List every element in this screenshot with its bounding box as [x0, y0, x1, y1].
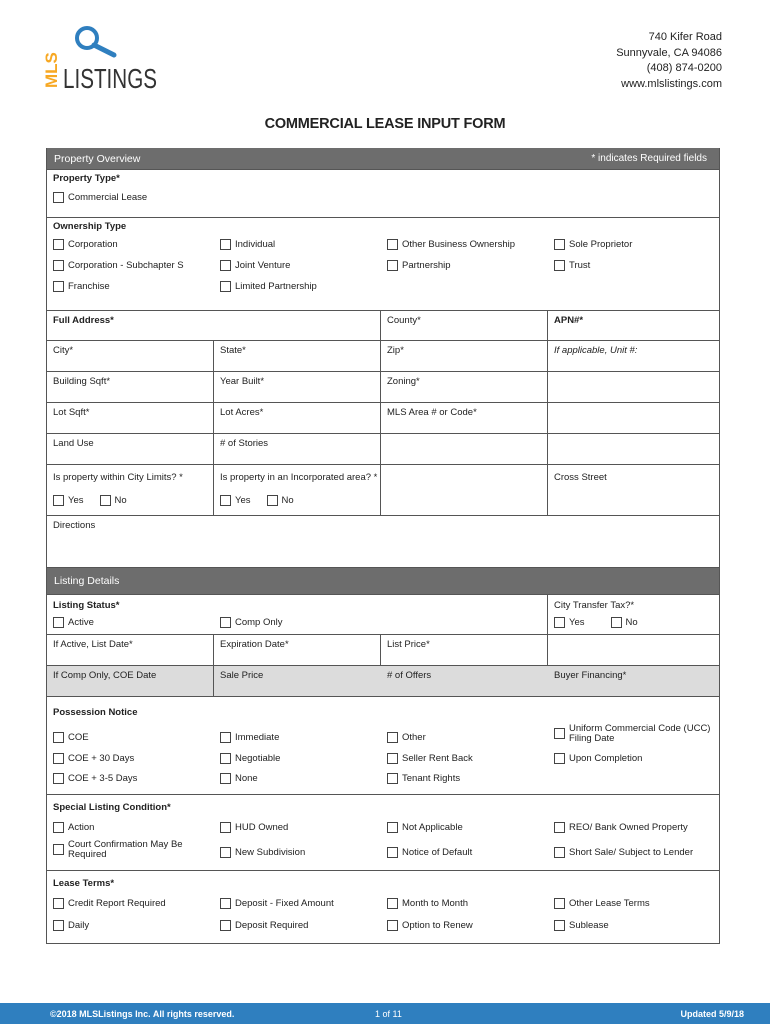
checkbox[interactable]: [220, 732, 231, 743]
offers-field[interactable]: # of Offers: [387, 670, 432, 681]
possession-ucc[interactable]: Uniform Commercial Code (UCC) Filing Date: [554, 724, 721, 744]
checkbox[interactable]: [53, 898, 64, 909]
checkbox[interactable]: [53, 495, 64, 506]
unit-field[interactable]: If applicable, Unit #:: [554, 345, 638, 356]
listing-status-row: [47, 595, 719, 635]
full-address-field[interactable]: Full Address*: [47, 311, 381, 340]
option-sole-proprietor[interactable]: Sole Proprietor: [554, 239, 721, 250]
property-overview-header: [47, 148, 719, 170]
checkbox[interactable]: [220, 898, 231, 909]
listing-details-header: [47, 568, 719, 595]
special-condition-block: [47, 795, 719, 871]
checkbox[interactable]: [387, 898, 398, 909]
special-condition-label: Special Listing Condition*: [53, 802, 171, 813]
city-limits-field: Is property within City Limits? * Yes No: [47, 465, 214, 515]
zoning-field[interactable]: Zoning*: [381, 372, 548, 402]
lease-other-terms[interactable]: Other Lease Terms: [554, 898, 721, 909]
empty-cell: [381, 434, 548, 464]
building-row: [47, 372, 719, 403]
ownership-block: [47, 218, 719, 310]
possession-none[interactable]: None: [220, 773, 387, 784]
section-title: Property Overview: [54, 152, 141, 165]
empty-cell: [381, 465, 548, 515]
possession-coe-30[interactable]: COE + 30 Days: [53, 753, 220, 764]
sale-price-field[interactable]: Sale Price: [220, 670, 264, 681]
directions-row: [47, 516, 719, 568]
coe-date-field[interactable]: If Comp Only, COE Date: [47, 666, 214, 696]
checkbox[interactable]: [220, 753, 231, 764]
lease-month-to-month[interactable]: Month to Month: [387, 898, 554, 909]
mls-area-field[interactable]: MLS Area # or Code*: [381, 403, 548, 433]
incorporated-field: Is property in an Incorporated area? * Yes No: [214, 465, 381, 515]
county-field[interactable]: County*: [381, 311, 548, 340]
special-not-applicable[interactable]: Not Applicable: [387, 822, 554, 833]
building-sqft-field[interactable]: Building Sqft*: [47, 372, 214, 402]
checkbox[interactable]: [53, 239, 64, 250]
empty-cell: [548, 635, 719, 665]
checkbox[interactable]: [53, 822, 64, 833]
option-corporation-s[interactable]: Corporation - Subchapter S: [53, 260, 220, 271]
option-partnership[interactable]: Partnership: [387, 260, 554, 271]
possession-immediate[interactable]: Immediate: [220, 730, 387, 744]
checkbox[interactable]: [554, 847, 565, 858]
lease-credit-report[interactable]: Credit Report Required: [53, 898, 220, 909]
checkbox[interactable]: [554, 753, 565, 764]
empty-cell: [548, 372, 719, 402]
company-address: [616, 30, 722, 92]
checkbox[interactable]: [220, 773, 231, 784]
checkbox[interactable]: [53, 920, 64, 931]
address-phone: (408) 874-0200: [646, 62, 722, 74]
possession-other[interactable]: Other: [387, 730, 554, 744]
possession-block: [47, 697, 719, 795]
checkbox[interactable]: [220, 281, 231, 292]
form-title: COMMERCIAL LEASE INPUT FORM: [264, 116, 506, 132]
state-field[interactable]: State*: [214, 341, 381, 371]
option-individual[interactable]: Individual: [220, 239, 387, 250]
status-active[interactable]: Active: [53, 617, 220, 628]
page-footer: [0, 1003, 770, 1024]
land-use-field[interactable]: Land Use: [47, 434, 214, 464]
lease-deposit-fixed[interactable]: Deposit - Fixed Amount: [220, 898, 387, 909]
address-website[interactable]: www.mlslistings.com: [621, 77, 722, 90]
city-field[interactable]: City*: [47, 341, 214, 371]
possession-tenant-rights[interactable]: Tenant Rights: [387, 773, 554, 784]
incorporated-no[interactable]: No: [267, 495, 294, 506]
transfer-tax-yes[interactable]: Yes: [554, 617, 585, 628]
checkbox[interactable]: [387, 239, 398, 250]
svg-text:LISTINGS: LISTINGS: [63, 63, 157, 94]
checkbox[interactable]: [267, 495, 278, 506]
checkbox[interactable]: [554, 822, 565, 833]
checkbox[interactable]: [53, 753, 64, 764]
buyer-financing-field[interactable]: Buyer Financing*: [554, 670, 627, 681]
expiration-date-field[interactable]: Expiration Date*: [214, 635, 381, 665]
checkbox[interactable]: [220, 239, 231, 250]
checkbox[interactable]: [53, 732, 64, 743]
year-built-field[interactable]: Year Built*: [214, 372, 381, 402]
page-number: 1 of 11: [375, 1008, 402, 1019]
checkbox[interactable]: [220, 495, 231, 506]
checkbox[interactable]: [53, 281, 64, 292]
option-franchise[interactable]: Franchise: [53, 281, 220, 292]
checkbox[interactable]: [554, 617, 565, 628]
ownership-label: Ownership Type: [53, 221, 127, 232]
lease-form: [46, 148, 720, 944]
apn-field[interactable]: APN#*: [554, 315, 584, 326]
city-limits-no[interactable]: No: [100, 495, 127, 506]
option-corporation[interactable]: Corporation: [53, 239, 220, 250]
lease-terms-block: [47, 871, 719, 944]
checkbox[interactable]: [554, 920, 565, 931]
city-limits-yes[interactable]: Yes: [53, 495, 84, 506]
possession-coe-3-5[interactable]: COE + 3-5 Days: [53, 773, 220, 784]
list-date-field[interactable]: If Active, List Date*: [47, 635, 214, 665]
option-commercial-lease[interactable]: Commercial Lease: [53, 192, 713, 203]
mlslistings-logo: [44, 24, 174, 94]
checkbox[interactable]: [220, 920, 231, 931]
possession-seller-rent-back[interactable]: Seller Rent Back: [387, 753, 554, 764]
incorporated-yes[interactable]: Yes: [220, 495, 251, 506]
stories-field[interactable]: # of Stories: [214, 434, 381, 464]
checkbox[interactable]: [387, 822, 398, 833]
checkbox[interactable]: [387, 920, 398, 931]
listing-status-field: Listing Status* Active Comp Only: [47, 595, 548, 634]
checkbox[interactable]: [554, 260, 565, 271]
cross-street-field[interactable]: Cross Street: [554, 472, 607, 483]
required-note: * indicates Required fields: [591, 153, 707, 164]
checkbox[interactable]: [220, 260, 231, 271]
checkbox[interactable]: [220, 847, 231, 858]
checkbox[interactable]: [53, 844, 64, 855]
special-reo[interactable]: REO/ Bank Owned Property: [554, 822, 721, 833]
possession-coe[interactable]: COE: [53, 730, 220, 744]
directions-field[interactable]: Directions: [53, 520, 96, 531]
status-comp-only[interactable]: Comp Only: [220, 617, 283, 628]
address-row: [47, 310, 719, 341]
special-action[interactable]: Action: [53, 822, 220, 833]
copyright: ©2018 MLSListings Inc. All rights reserved.: [50, 1008, 235, 1019]
checkbox[interactable]: [387, 753, 398, 764]
lease-sublease[interactable]: Sublease: [554, 920, 721, 931]
lease-option-to-renew[interactable]: Option to Renew: [387, 920, 554, 931]
checkbox[interactable]: [53, 260, 64, 271]
special-new-subdivision[interactable]: New Subdivision: [220, 844, 387, 860]
city-limits-row: [47, 465, 719, 516]
checkbox[interactable]: [554, 239, 565, 250]
checkbox[interactable]: [53, 192, 64, 203]
checkbox[interactable]: [387, 773, 398, 784]
checkbox[interactable]: [220, 822, 231, 833]
checkbox[interactable]: [554, 898, 565, 909]
checkbox[interactable]: [387, 260, 398, 271]
svg-text:MLS: MLS: [42, 52, 61, 88]
address-street: 740 Kifer Road: [648, 31, 722, 43]
special-short-sale[interactable]: Short Sale/ Subject to Lender: [554, 844, 721, 860]
option-other-business[interactable]: Other Business Ownership: [387, 239, 554, 250]
list-price-field[interactable]: List Price*: [381, 635, 548, 665]
checkbox[interactable]: [53, 617, 64, 628]
checkbox[interactable]: [554, 728, 565, 739]
lot-acres-field[interactable]: Lot Acres*: [214, 403, 381, 433]
list-date-row: [47, 635, 719, 666]
possession-label: Possession Notice: [53, 707, 138, 718]
checkbox[interactable]: [100, 495, 111, 506]
address-city: Sunnyvale, CA 94086: [616, 46, 722, 59]
checkbox[interactable]: [220, 617, 231, 628]
lease-deposit-required[interactable]: Deposit Required: [220, 920, 387, 931]
special-court-confirmation[interactable]: Court Confirmation May Be Required: [53, 840, 220, 860]
city-transfer-tax-field: City Transfer Tax?* Yes No: [554, 600, 638, 628]
land-use-row: [47, 434, 719, 465]
special-notice-of-default[interactable]: Notice of Default: [387, 844, 554, 860]
option-limited-partnership[interactable]: Limited Partnership: [220, 281, 387, 292]
checkbox[interactable]: [387, 732, 398, 743]
checkbox[interactable]: [611, 617, 622, 628]
empty-cell: [548, 403, 719, 433]
zip-field[interactable]: Zip*: [381, 341, 548, 371]
city-row: [47, 341, 719, 372]
option-trust[interactable]: Trust: [554, 260, 721, 271]
special-hud-owned[interactable]: HUD Owned: [220, 822, 387, 833]
lot-sqft-field[interactable]: Lot Sqft*: [47, 403, 214, 433]
lease-terms-label: Lease Terms*: [53, 878, 115, 889]
transfer-tax-no[interactable]: No: [611, 617, 638, 628]
possession-negotiable[interactable]: Negotiable: [220, 753, 387, 764]
checkbox[interactable]: [387, 847, 398, 858]
checkbox[interactable]: [53, 773, 64, 784]
empty-cell: [548, 434, 719, 464]
comp-only-row: [47, 666, 719, 697]
possession-upon-completion[interactable]: Upon Completion: [554, 753, 721, 764]
updated-date: Updated 5/9/18: [680, 1008, 744, 1019]
section-title: Listing Details: [54, 575, 120, 587]
property-type-block: [47, 170, 719, 218]
lot-row: [47, 403, 719, 434]
property-type-label: Property Type*: [53, 173, 120, 184]
lease-daily[interactable]: Daily: [53, 920, 220, 931]
option-joint-venture[interactable]: Joint Venture: [220, 260, 387, 271]
